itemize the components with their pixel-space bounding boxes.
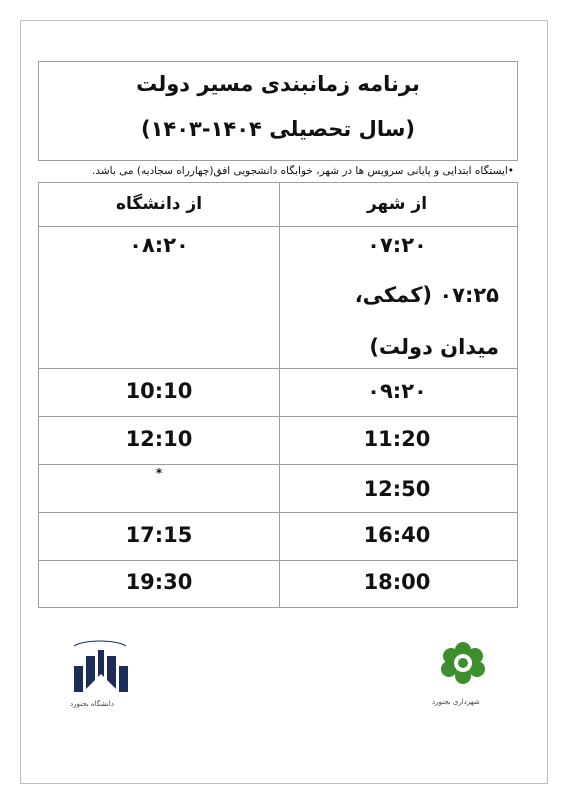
time-from-university: 10:10 [125, 379, 193, 403]
time-from-university: 19:30 [125, 570, 193, 594]
title-box [38, 61, 518, 161]
asterisk-mark: * [155, 466, 163, 480]
time-from-city-auxiliary: ۰۷:۲۵ (کمکی، میدان دولت) [354, 283, 499, 359]
time-from-city: 12:50 [363, 477, 431, 501]
time-from-university: 17:15 [125, 523, 193, 547]
time-from-university: 12:10 [125, 427, 193, 451]
header-from-city: از شهر [366, 194, 428, 214]
schedule-title: برنامه زمانبندی مسیر دولت [136, 72, 420, 96]
row-divider [39, 226, 517, 227]
time-from-university: ۰۸:۲۰ [129, 233, 189, 257]
university-logo-caption: دانشگاه بجنورد [70, 700, 114, 708]
time-from-city: ۰۹:۲۰ [367, 379, 427, 403]
row-divider [39, 416, 517, 417]
station-note: •ایستگاه ابتدایی و پایانی سرویس ها در شهر، خوابگاه دانشجویی افق(چهارراه سجادیه) می باشد. [92, 165, 514, 177]
time-from-city: 18:00 [363, 570, 431, 594]
time-from-city: ۰۷:۲۰ [367, 233, 427, 257]
row-divider [39, 560, 517, 561]
schedule-table [38, 182, 518, 608]
academic-year: (سال تحصیلی ۱۴۰۴-۱۴۰۳) [141, 117, 415, 141]
time-from-city: 16:40 [363, 523, 431, 547]
row-divider [39, 512, 517, 513]
university-logo [60, 636, 140, 716]
municipality-logo-caption: شهرداری بجنورد [432, 698, 480, 706]
header-from-university: از دانشگاه [115, 194, 203, 214]
municipality-logo-icon [428, 636, 498, 696]
municipality-logo [428, 636, 498, 716]
row-divider [39, 464, 517, 465]
time-from-city: 11:20 [363, 427, 431, 451]
